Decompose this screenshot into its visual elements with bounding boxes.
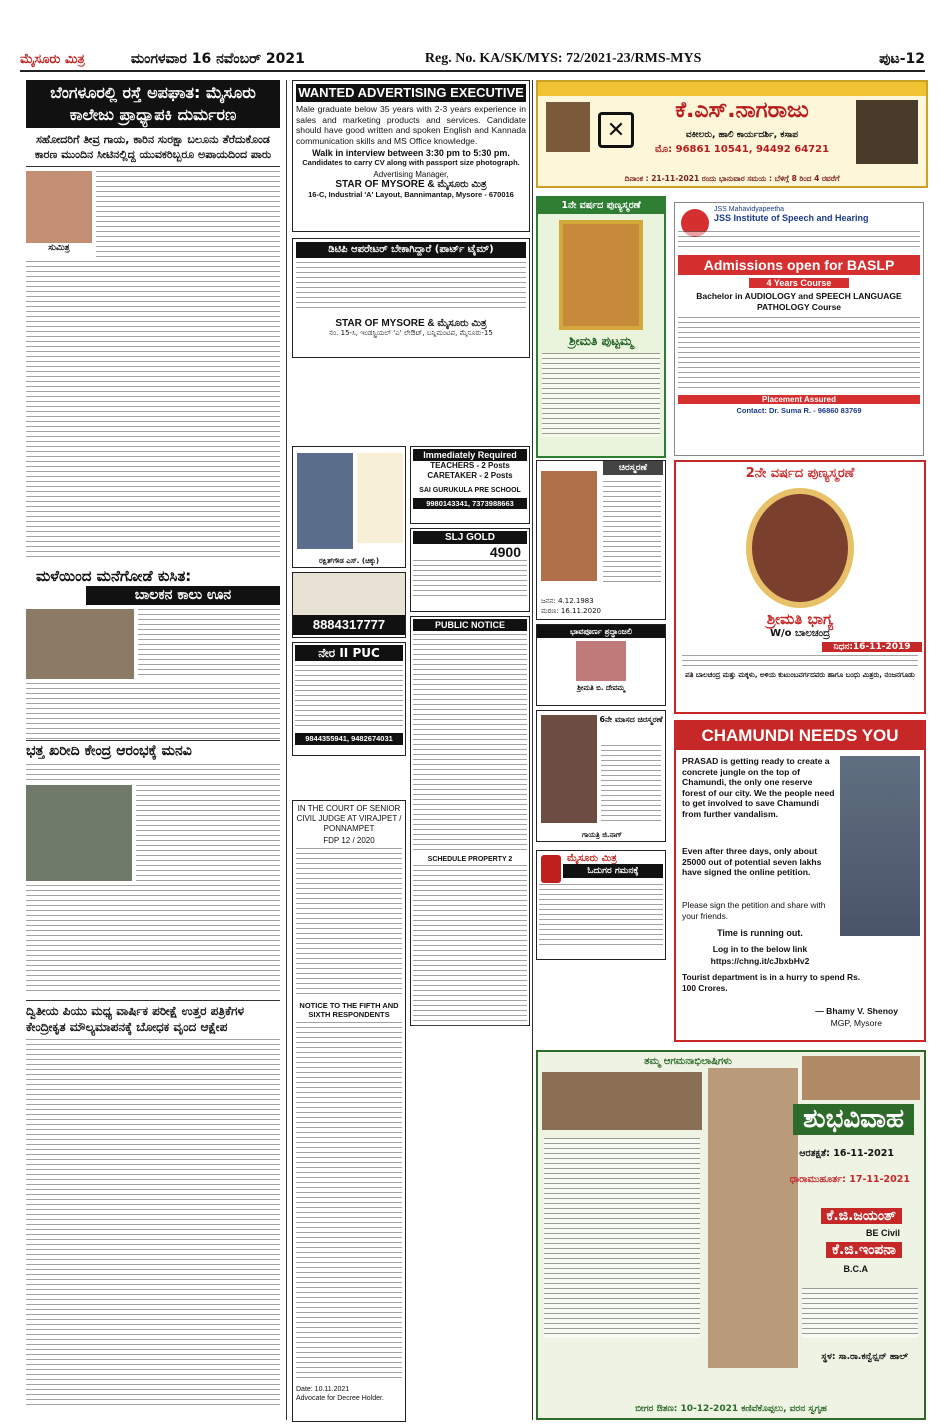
court-notice-date: Date: 10.11.2021 xyxy=(296,1386,350,1393)
story-wall-collapse xyxy=(26,566,280,743)
story2-body xyxy=(26,683,280,743)
story4-headline: ದ್ವಿತೀಯ ಪಿಯು ಮಧ್ಯ ವಾರ್ಷಿಕ ಪರೀಕ್ಷೆ ಉತ್ತರ ಪತ್ರಿಕೆಗಳ ಕೇಂದ್ರೀಕೃತ ಮೌಲ್ಯಮಾಪನಕ್ಕೆ ಬೋಧಕ ವೃಂದ ಆಕ್ಷೇಪ xyxy=(26,1000,280,1035)
public-notice-body-2 xyxy=(413,865,527,1030)
six-month-name: ಗಾಯತ್ರಿ ಜಿ.ನಾಗ್ xyxy=(582,830,622,839)
jss-contact: Contact: Dr. Suma R. - 96860 83769 xyxy=(736,406,862,415)
ad-election-banner xyxy=(538,82,926,96)
jss-placement: Placement Assured xyxy=(678,395,920,404)
bhagya-body xyxy=(682,655,918,669)
wedding-muhurtha: ಧಾರಾಮುಹೂರ್ತ: 17-11-2021 xyxy=(789,1174,910,1185)
tribute-name: ಶ್ರೀಮತಿ ಬಿ. ದೇವಮ್ಮ xyxy=(577,684,625,692)
jss-address xyxy=(678,231,920,251)
jss-duration: 4 Years Course xyxy=(749,278,849,288)
ad-wedding xyxy=(536,1050,926,1420)
wedding-title: ಶುಭವಿವಾಹ xyxy=(793,1104,914,1135)
public-notice-schedule: SCHEDULE PROPERTY 2 xyxy=(427,856,513,863)
chamundi-request: Please sign the petition and share with your friends. xyxy=(682,900,826,921)
tribute-title: ಭಾವಪೂರ್ಣ ಶ್ರದ್ಧಾಂಜಲಿ xyxy=(537,625,665,638)
story2-subhead: ಬಾಲಕನ ಕಾಲು ಊನ xyxy=(86,586,280,605)
ad-teachers-title: Immediately Required xyxy=(413,449,527,461)
wedding-bride-degree: B.C.A xyxy=(843,1264,868,1274)
ad-tribute-devamma xyxy=(536,624,666,706)
ad-6month xyxy=(536,710,666,842)
bhagya-title: 2ನೇ ವರ್ಷದ ಪುಣ್ಯಸ್ಮರಣೆ xyxy=(745,466,855,481)
ad-puc-body xyxy=(295,665,403,729)
story3-body-top xyxy=(26,764,280,782)
column-rule-1 xyxy=(286,80,287,1420)
story3-body-side xyxy=(136,785,280,881)
ad-slj-title: SLJ GOLD xyxy=(413,531,527,544)
ad-sexologist-body xyxy=(293,573,405,615)
ad-bhagya xyxy=(674,460,926,714)
court-notice-body xyxy=(296,1022,402,1382)
obit1-name: ಶ್ರೀಮತಿ ಪುಟ್ಟಮ್ಮ xyxy=(568,334,634,348)
ad-puc xyxy=(292,642,406,756)
public-notice-body-1 xyxy=(413,634,527,854)
obit-male-body xyxy=(603,481,661,585)
ad-chamundi xyxy=(674,720,926,1042)
ad-sexologist-phone: 8884317777 xyxy=(293,615,405,635)
bhagya-family: ಪತಿ ಬಾಲಚಂದ್ರ ಮತ್ತು ಮಕ್ಕಳು, ಅಳಿಯ ಕುಟುಂಬವರ್ಗದವರು ಹಾಗೂ ಬಂಧು ಮಿತ್ರರು, ನಂಜನಗೂಡು xyxy=(685,671,915,679)
ad-wanted-address: 16-C, Industrial 'A' Layout, Bannimantap, Mysore - 670016 xyxy=(308,190,514,199)
story2-headline: ಮಳೆಯಿಂದ ಮನೆಗೋಡೆ ಕುಸಿತ: xyxy=(36,567,192,585)
wedding-family-photo xyxy=(542,1072,702,1130)
wedding-bride: ಕೆ.ಜಿ.ಇಂಪನಾ xyxy=(826,1242,902,1258)
obit1-body xyxy=(542,353,660,437)
ad-dtp-company: STAR OF MYSORE & ಮೈಸೂರು ಮಿತ್ರ xyxy=(335,318,487,329)
chamundi-statue-image xyxy=(840,756,920,936)
birthday-greeting xyxy=(357,453,403,543)
ad-teachers-school: SAI GURUKULA PRE SCHOOL xyxy=(419,487,521,494)
wedding-left-body xyxy=(544,1138,700,1338)
ad-election-date: ದಿನಾಂಕ : 21-11-2021 ರಂದು ಭಾನುವಾರ ಸಮಯ : ಬೆಳಿಗ್ಗೆ 8 ರಿಂದ 4 ರವರೆಗೆ xyxy=(624,174,840,183)
ad-puc-title: ನೇರ II PUC xyxy=(295,645,403,661)
court-notice-case: FDP 12 / 2020 xyxy=(323,836,375,845)
wedding-right-body xyxy=(802,1288,918,1338)
wedding-couple-photo xyxy=(708,1068,798,1368)
ad-election-name: ಕೆ.ಎಸ್.ನಾಗರಾಜು xyxy=(675,98,809,123)
registration-number: Reg. No. KA/SK/MYS: 72/2021-23/RMS-MYS xyxy=(424,51,702,66)
chamundi-time: Time is running out. xyxy=(717,928,803,938)
thanks-body xyxy=(539,884,663,948)
ad-obituary-male xyxy=(536,460,666,620)
ad-dtp-address: ನಂ. 15-ಸಿ, ಇಂಡಸ್ಟ್ರಿಯಲ್ 'ಎ' ಲೇಔಟ್, ಬನ್ನಿಮಂಟಪ, ಮೈಸೂರು-15 xyxy=(329,329,493,337)
page-number: ಪುಟ-12 xyxy=(879,51,925,67)
ad-wanted-manager: Advertising Manager, xyxy=(373,170,449,179)
story-puc xyxy=(26,1000,280,1409)
bhagya-photo xyxy=(746,488,854,608)
obit-male-died: ಮರಣ: 16.11.2020 xyxy=(541,606,601,615)
masthead xyxy=(20,48,925,72)
thanks-paper: ಮೈಸೂರು ಮಿತ್ರ xyxy=(567,853,617,864)
lead-photo xyxy=(26,171,92,243)
chamundi-author-org: MGP, Mysore xyxy=(830,1018,882,1028)
wedding-elders-photo xyxy=(802,1056,920,1100)
ad-dtp-title: ಡಿಟಿಪಿ ಆಪರೇಟರ್ ಬೇಕಾಗಿದ್ದಾರೆ (ಪಾರ್ಟ್ ಟೈಮ್) xyxy=(296,242,526,258)
obit1-title: 1ನೇ ವರ್ಷದ ಪುಣ್ಯಸ್ಮರಣೆ xyxy=(538,198,664,214)
court-notice-title: IN THE COURT OF SENIOR CIVIL JUDGE AT VIRAJPET / PONNAMPET xyxy=(296,804,402,833)
court-notice-heading: NOTICE TO THE FIFTH AND SIXTH RESPONDENTS xyxy=(299,1001,399,1019)
lead-photo-caption: ಸುಮಿತ್ರ xyxy=(48,243,70,253)
bhagya-wife-of: W/o ಬಾಲಚಂದ್ರ xyxy=(769,628,831,639)
birthday-photo xyxy=(297,453,353,549)
chamundi-link-label: Log in to the below link xyxy=(712,944,808,954)
six-month-photo xyxy=(541,715,597,823)
tribute-photo xyxy=(576,641,626,681)
obit-male-born: ಜನನ: 4.12.1983 xyxy=(541,596,594,605)
bhagya-died: ನಿಧನ:16-11-2019 xyxy=(822,642,922,652)
ad-jss-admissions xyxy=(674,202,924,456)
court-notice-parties xyxy=(296,848,402,998)
ad-election-phone: ಮೊ: 96861 10541, 94492 64721 xyxy=(654,144,830,155)
jss-body xyxy=(678,317,920,391)
court-notice xyxy=(292,800,406,1422)
ad-teachers-posts: TEACHERS - 2 Posts CARETAKER - 2 Posts xyxy=(427,461,513,480)
obit-male-photo xyxy=(541,471,597,581)
ad-obituary-puttamma xyxy=(536,196,666,458)
story-paddy xyxy=(26,740,280,995)
story3-headline: ಭತ್ತ ಖರೀದಿ ಕೇಂದ್ರ ಆರಂಭಕ್ಕೆ ಮನವಿ xyxy=(26,740,280,761)
obit-male-title: ಚಿರಸ್ಮರಣೆ xyxy=(603,461,663,475)
ad-election-role: ವಕೀಲರು, ಹಾಲಿ ಕಾರ್ಯದರ್ಶಿ, ಕಸಾಪ xyxy=(685,130,799,140)
issue-date: ಮಂಗಳವಾರ 16 ನವೆಂಬರ್ 2021 xyxy=(130,51,305,67)
jss-parent: JSS Mahavidyapeetha xyxy=(714,206,785,213)
wedding-venue: ಸ್ಥಳ: ಸಾ.ರಾ.ಕನ್ವೆನ್ಷನ್ ಹಾಲ್ xyxy=(821,1352,908,1362)
lead-body xyxy=(26,261,280,561)
ad-dtp-body xyxy=(296,262,526,312)
bhagya-name: ಶ್ರೀಮತಿ ಭಾಗ್ಯ xyxy=(766,610,834,628)
ad-slj-body xyxy=(413,560,527,600)
chamundi-author: — Bhamy V. Shenoy xyxy=(815,1006,898,1016)
public-notice-title: PUBLIC NOTICE xyxy=(413,619,527,631)
story2-photo xyxy=(26,609,134,679)
ad-wanted-company: STAR OF MYSORE & ಮೈಸೂರು ಮಿತ್ರ xyxy=(335,179,487,190)
chamundi-title: CHAMUNDI NEEDS YOU xyxy=(676,722,924,750)
story4-body xyxy=(26,1039,280,1409)
chamundi-signed: Even after three days, only about 25000 out of potential seven lakhs have signed the online petition. xyxy=(682,846,822,877)
story3-body xyxy=(26,885,280,995)
wedding-footer: ಬೀಗರ ಔತಣ: 10-12-2021 ಕಣಿವೆಕೊಪ್ಪಲು, ವರನ ಸ್ವಗೃಹ xyxy=(635,1404,827,1414)
obit1-photo xyxy=(559,220,643,330)
ad-slj-gold xyxy=(410,528,530,612)
lead-story xyxy=(26,80,280,561)
wedding-header: ತಮ್ಮ ಆಗಮನಾಭಿಲಾಷಿಗಳು xyxy=(644,1056,732,1067)
ballot-symbol-icon: ✕ xyxy=(598,112,634,148)
chamundi-link[interactable]: https://chng.it/cJbxbHv2 xyxy=(710,956,810,966)
ad-election xyxy=(536,80,928,188)
wedding-groom-degree: BE Civil xyxy=(865,1228,900,1238)
thanks-title: ಓದುಗರ ಗಮನಕ್ಕೆ xyxy=(563,864,663,878)
ad-puc-phone: 9844355941, 9482674031 xyxy=(295,733,403,745)
jss-institute: JSS Institute of Speech and Hearing xyxy=(714,213,869,223)
column-rule-2 xyxy=(532,80,533,1420)
story3-photo xyxy=(26,785,132,881)
wedding-groom: ಕೆ.ಜಿ.ಜಯಂತ್ xyxy=(821,1208,902,1224)
public-notice xyxy=(410,616,530,1026)
jss-headline: Admissions open for BASLP xyxy=(678,255,920,275)
ad-wanted-interview: Walk in interview between 3:30 pm to 5:30 pm. xyxy=(312,148,510,158)
lead-subhead: ಸಹೋದರಿಗೆ ತೀವ್ರ ಗಾಯ, ಕಾರಿನ ಸುರಕ್ಷಾ ಬಲೂನು ತೆರೆದುಕೊಂಡ ಕಾರಣ ಮುಂದಿನ ಸೀಟಿನಲ್ಲಿದ್ದ ಯುವಕರಿಬ್ಬರೂ ಅಪಾಯದಿಂದ ಪಾರು xyxy=(26,128,280,167)
six-month-body xyxy=(601,745,661,823)
chamundi-body: PRASAD is getting ready to create a concrete jungle on the top of Chamundi, the only one reserve forest of our city. We the people need to get involved to save Chamundi from further vandalism. xyxy=(682,756,835,819)
ad-wanted-executive xyxy=(292,80,530,232)
ad-wanted-cv: Candidates to carry CV along with passport size photograph. xyxy=(302,158,520,167)
ad-teachers xyxy=(410,446,530,524)
ad-election-photo-right xyxy=(856,100,918,164)
lead-body-top xyxy=(96,171,280,257)
story2-body-top xyxy=(138,609,280,679)
ad-election-photo-left xyxy=(546,102,590,152)
jss-course: Bachelor in AUDIOLOGY and SPEECH LANGUAGE PATHOLOGY Course xyxy=(696,291,902,312)
chamundi-note: Tourist department is in a hurry to spend Rs. 100 Crores. xyxy=(682,972,861,993)
ad-teachers-phone: 9980143341, 7373988663 xyxy=(413,498,527,509)
lead-headline: ಬೆಂಗಳೂರಲ್ಲಿ ರಸ್ತೆ ಅಪಘಾತ: ಮೈಸೂರು ಕಾಲೇಜು ಪ್ರಾಧ್ಯಾಪಕಿ ದುರ್ಮರಣ xyxy=(26,80,280,128)
ad-slj-price: 4900 xyxy=(489,544,521,560)
ad-dtp-operator xyxy=(292,238,530,358)
ad-wanted-body: Male graduate below 35 years with 2-3 years experience in sales and marketing products and services. Candidate should have good written and spoken English and Kannada communication skills and MS Office knowledge. xyxy=(296,104,526,146)
ad-wanted-title: WANTED ADVERTISING EXECUTIVE xyxy=(296,84,526,102)
paper-logo: ಮೈಸೂರು ಮಿತ್ರ xyxy=(20,51,85,67)
court-notice-advocate: Advocate for Decree Holder. xyxy=(296,1394,384,1402)
birthday-name: ರಕ್ಷಿತ್‌ಗೌಡ ಎಸ್. (ಚಿಕ್ಕು) xyxy=(318,556,380,565)
ad-birthday xyxy=(292,446,406,568)
wedding-reception: ಆರತಕ್ಷತೆ: 16-11-2021 xyxy=(799,1148,894,1159)
paper-emblem-icon xyxy=(541,855,561,883)
ad-readers-notice xyxy=(536,850,666,960)
ad-sexologist xyxy=(292,572,406,638)
six-month-title: 6ನೇ ಮಾಸದ ಚಿರಸ್ಮರಣೆ xyxy=(599,715,663,724)
